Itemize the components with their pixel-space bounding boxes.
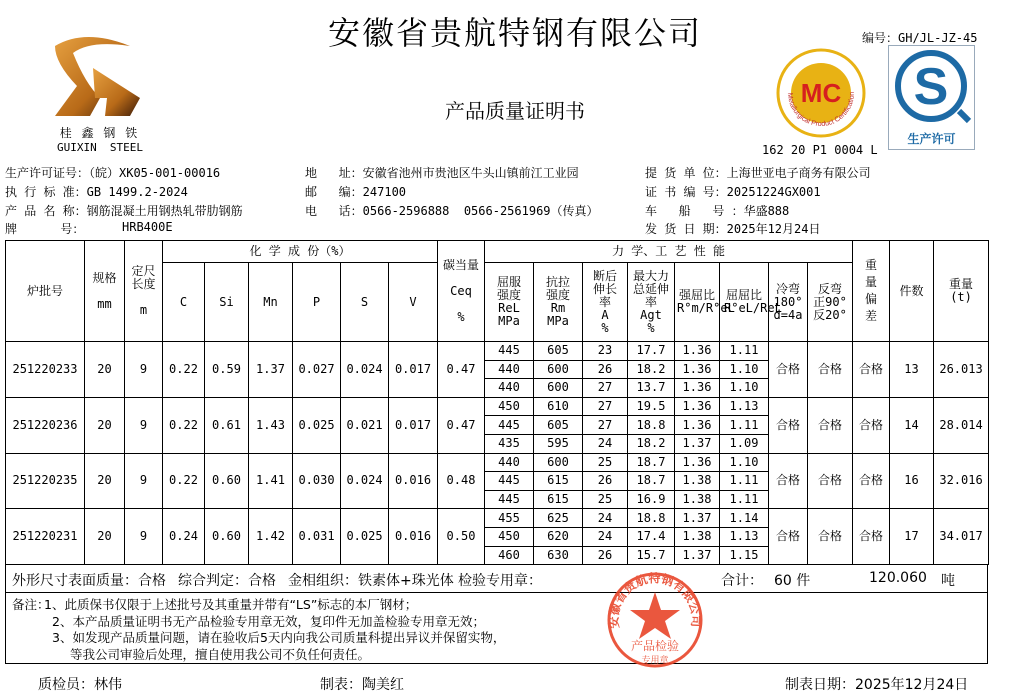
standard: 执 行 标 准：GB 1499.2-2024 xyxy=(5,185,188,199)
cell-test-value: 625 xyxy=(534,509,583,528)
cell-length: 9 xyxy=(125,397,163,453)
cell-v: 0.017 xyxy=(389,342,438,398)
cell-length: 9 xyxy=(125,509,163,565)
cell-test-value: 610 xyxy=(534,397,583,416)
header-rm: 抗拉强度 Rm MPa xyxy=(534,263,583,342)
inspection-stamp-label: 检验专用章： xyxy=(458,573,542,589)
inspection-stamp xyxy=(605,570,705,670)
cell-test-value: 26 xyxy=(583,546,628,565)
header-chemical: 化 学 成 份（%） xyxy=(163,241,438,263)
header-ceq: 碳当量 Ceq % xyxy=(438,241,485,342)
cell-spec: 20 xyxy=(85,397,125,453)
total-label: 合计： xyxy=(721,573,763,589)
cell-wdev: 合格 xyxy=(853,342,890,398)
cell-test-value: 18.2 xyxy=(628,360,675,379)
header-rm-rel: 强屈比 R°m/R°eL xyxy=(675,263,720,342)
cell-mn: 1.37 xyxy=(249,342,293,398)
qs-icon xyxy=(889,46,974,126)
cell-test-value: 1.11 xyxy=(720,342,769,361)
cell-c: 0.22 xyxy=(163,453,205,509)
inspector: 质检员：林伟 xyxy=(38,677,122,693)
total-pieces: 60 件 xyxy=(774,573,811,589)
grade-label: 牌 号： xyxy=(5,222,85,236)
cell-ceq: 0.47 xyxy=(438,342,485,398)
cell-mn: 1.41 xyxy=(249,453,293,509)
cell-test-value: 595 xyxy=(534,434,583,453)
cell-spec: 20 xyxy=(85,342,125,398)
cell-test-value: 1.10 xyxy=(720,360,769,379)
grade: HRB400E xyxy=(122,220,173,234)
remark-item: 等我公司审验后处理，擅自使用我公司不负任何责任。 xyxy=(70,646,371,662)
cell-test-value: 1.11 xyxy=(720,416,769,435)
cell-mn: 1.42 xyxy=(249,509,293,565)
cell-weight: 28.014 xyxy=(934,397,989,453)
table-row xyxy=(6,453,989,472)
header-weight: 重量 (t) xyxy=(934,241,989,342)
cell-test-value: 18.7 xyxy=(628,472,675,491)
table-row xyxy=(6,509,989,528)
cell-c: 0.24 xyxy=(163,509,205,565)
cell-length: 9 xyxy=(125,453,163,509)
cell-test-value: 17.7 xyxy=(628,342,675,361)
cell-test-value: 26 xyxy=(583,360,628,379)
cell-p: 0.031 xyxy=(293,509,341,565)
cell-si: 0.59 xyxy=(205,342,249,398)
header-si: Si xyxy=(205,263,249,342)
header-agt: 最大力总延伸率 Agt % xyxy=(628,263,675,342)
cell-test-value: 18.8 xyxy=(628,509,675,528)
cell-test-value: 1.10 xyxy=(720,453,769,472)
vehicle-number: 车 船 号 ：华盛888 xyxy=(645,204,790,218)
cell-test-value: 13.7 xyxy=(628,379,675,398)
cell-wdev: 合格 xyxy=(853,397,890,453)
certificate-number: 证 书 编 号：20251224GX001 xyxy=(645,185,821,199)
cell-si: 0.60 xyxy=(205,509,249,565)
star-icon xyxy=(630,592,680,639)
cell-rev: 合格 xyxy=(808,397,853,453)
cell-test-value: 440 xyxy=(485,360,534,379)
svg-text:S: S xyxy=(913,58,949,116)
cell-c: 0.22 xyxy=(163,397,205,453)
cell-test-value: 1.15 xyxy=(720,546,769,565)
phone: 电 话：0566-2596888 0566-2561969（传真） xyxy=(305,204,599,218)
quality-table xyxy=(5,240,989,565)
cell-test-value: 445 xyxy=(485,472,534,491)
cell-test-value: 1.37 xyxy=(675,546,720,565)
cell-test-value: 1.36 xyxy=(675,342,720,361)
cell-test-value: 615 xyxy=(534,472,583,491)
cell-test-value: 605 xyxy=(534,342,583,361)
cell-test-value: 445 xyxy=(485,416,534,435)
weight-unit: 吨 xyxy=(941,573,955,589)
cell-si: 0.61 xyxy=(205,397,249,453)
cell-test-value: 615 xyxy=(534,490,583,509)
table-row xyxy=(6,342,989,361)
cell-test-value: 18.2 xyxy=(628,434,675,453)
cell-pieces: 13 xyxy=(890,342,934,398)
cell-test-value: 1.14 xyxy=(720,509,769,528)
cell-v: 0.016 xyxy=(389,453,438,509)
cell-test-value: 450 xyxy=(485,527,534,546)
remarks-label: 备注： xyxy=(12,597,50,612)
header-reverse-bend: 反弯 正90° 反20° xyxy=(808,263,853,342)
header-weight-deviation: 重量偏差 xyxy=(853,241,890,342)
address: 地 址：安徽省池州市贵池区牛头山镇前江工业园 xyxy=(305,166,579,180)
header-rel-ratio: 屈屈比 R°eL/ReL xyxy=(720,263,769,342)
cell-test-value: 440 xyxy=(485,379,534,398)
cell-test-value: 630 xyxy=(534,546,583,565)
cell-test-value: 1.36 xyxy=(675,360,720,379)
header-cold-bend: 冷弯 180° d=4a xyxy=(769,263,808,342)
cell-test-value: 1.38 xyxy=(675,527,720,546)
cell-test-value: 27 xyxy=(583,397,628,416)
remarks xyxy=(5,592,988,664)
cell-test-value: 27 xyxy=(583,416,628,435)
cell-weight: 32.016 xyxy=(934,453,989,509)
cell-cold: 合格 xyxy=(769,509,808,565)
header-v: V xyxy=(389,263,438,342)
cell-cold: 合格 xyxy=(769,397,808,453)
total-weight: 120.060 xyxy=(869,570,927,586)
cell-test-value: 1.38 xyxy=(675,490,720,509)
header-mn: Mn xyxy=(249,263,293,342)
header-mechanical: 力 学、工 艺 性 能 xyxy=(485,241,853,263)
guixin-logo-icon xyxy=(45,28,155,120)
remark-item: 3、如发现产品质量问题，请在验收后5天内向我公司质量科提出异议并保留实物， xyxy=(52,630,506,645)
metallography: 金相组织：铁素体+珠光体 xyxy=(288,573,454,589)
cell-test-value: 460 xyxy=(485,546,534,565)
cell-test-value: 18.8 xyxy=(628,416,675,435)
stamp-bottom-text: 专用章 xyxy=(641,656,669,666)
cell-si: 0.60 xyxy=(205,453,249,509)
stamp-center-text: 产品检验 xyxy=(630,639,680,653)
header-rel: 屈服强度 ReL MPa xyxy=(485,263,534,342)
header-spec: 规格 mm xyxy=(85,241,125,342)
cell-test-value: 24 xyxy=(583,509,628,528)
cell-rev: 合格 xyxy=(808,509,853,565)
cell-test-value: 25 xyxy=(583,490,628,509)
overall-judgement: 综合判定：合格 xyxy=(178,573,276,589)
cell-test-value: 1.37 xyxy=(675,434,720,453)
cell-length: 9 xyxy=(125,342,163,398)
header-pieces: 件数 xyxy=(890,241,934,342)
cell-test-value: 435 xyxy=(485,434,534,453)
logo-cn-text: 桂 鑫 钢 铁 xyxy=(59,126,141,140)
cell-weight: 26.013 xyxy=(934,342,989,398)
cell-test-value: 600 xyxy=(534,360,583,379)
cell-batch: 251220236 xyxy=(6,397,85,453)
cell-test-value: 1.36 xyxy=(675,379,720,398)
cell-test-value: 600 xyxy=(534,453,583,472)
cell-test-value: 19.5 xyxy=(628,397,675,416)
cell-test-value: 1.09 xyxy=(720,434,769,453)
cell-test-value: 24 xyxy=(583,434,628,453)
cell-test-value: 23 xyxy=(583,342,628,361)
qs-caption: 生产许可 xyxy=(907,132,956,146)
svg-text:MC: MC xyxy=(800,78,842,108)
consignee: 提 货 单 位：上海世亚电子商务有限公司 xyxy=(645,166,871,180)
cell-spec: 20 xyxy=(85,453,125,509)
svg-text:Metallurgical Product Certific: Metallurgical Product Certification xyxy=(785,91,857,129)
company-title: 安徽省贵航特钢有限公司 xyxy=(327,14,702,52)
remark-item: 1、此质保书仅限于上述批号及其重量并带有“LS”标志的本厂钢材； xyxy=(44,597,418,612)
logo-en-text: GUIXIN STEEL xyxy=(56,141,144,154)
stamp-ring-text: 安徽省贵航特钢有限公司 xyxy=(606,571,704,629)
cell-s: 0.024 xyxy=(341,342,389,398)
cell-test-value: 450 xyxy=(485,397,534,416)
header-length: 定尺长度 m xyxy=(125,241,163,342)
cell-mn: 1.43 xyxy=(249,397,293,453)
table-row xyxy=(6,397,989,416)
cell-weight: 34.017 xyxy=(934,509,989,565)
license-number: 生产许可证号：（皖）XK05-001-00016 xyxy=(5,166,221,180)
cell-ceq: 0.47 xyxy=(438,397,485,453)
cell-test-value: 24 xyxy=(583,527,628,546)
header-p: P xyxy=(293,263,341,342)
header-a: 断后伸长率 A % xyxy=(583,263,628,342)
preparer: 制表：陶美红 xyxy=(320,677,404,693)
prepared-date: 制表日期：2025年12月24日 xyxy=(785,677,969,693)
cell-ceq: 0.48 xyxy=(438,453,485,509)
mc-certificate-code: 162 20 P1 0004 L xyxy=(762,143,878,157)
postcode: 邮 编：247100 xyxy=(305,185,407,199)
cell-pieces: 14 xyxy=(890,397,934,453)
cell-test-value: 620 xyxy=(534,527,583,546)
cell-test-value: 1.10 xyxy=(720,379,769,398)
summary-row xyxy=(5,565,988,593)
cell-rev: 合格 xyxy=(808,453,853,509)
remark-item: 2、本产品质量证明书无产品检验专用章无效，复印件无加盖检验专用章无效； xyxy=(52,613,485,629)
cell-p: 0.030 xyxy=(293,453,341,509)
cell-test-value: 1.37 xyxy=(675,509,720,528)
company-logo xyxy=(45,28,155,154)
mc-certification-logo xyxy=(776,48,866,138)
cell-v: 0.016 xyxy=(389,509,438,565)
cell-batch: 251220233 xyxy=(6,342,85,398)
header-batch: 炉批号 xyxy=(6,241,85,342)
cell-pieces: 17 xyxy=(890,509,934,565)
cell-test-value: 605 xyxy=(534,416,583,435)
cell-wdev: 合格 xyxy=(853,453,890,509)
cell-test-value: 27 xyxy=(583,379,628,398)
cell-test-value: 16.9 xyxy=(628,490,675,509)
document-number: 编号：GH/JL-JZ-45 xyxy=(862,31,978,45)
cell-test-value: 1.13 xyxy=(720,397,769,416)
header-c: C xyxy=(163,263,205,342)
document-title: 产品质量证明书 xyxy=(445,99,585,123)
cell-test-value: 18.7 xyxy=(628,453,675,472)
cell-test-value: 26 xyxy=(583,472,628,491)
cell-cold: 合格 xyxy=(769,342,808,398)
cell-test-value: 1.11 xyxy=(720,490,769,509)
cell-test-value: 1.13 xyxy=(720,527,769,546)
appearance-quality: 外形尺寸表面质量：合格 xyxy=(12,573,166,589)
product-name: 产 品 名 称：钢筋混凝土用钢热轧带肋钢筋 xyxy=(5,204,243,218)
ship-date: 发 货 日 期：2025年12月24日 xyxy=(645,222,821,236)
cell-test-value: 1.38 xyxy=(675,472,720,491)
cell-test-value: 15.7 xyxy=(628,546,675,565)
cell-test-value: 455 xyxy=(485,509,534,528)
cell-batch: 251220231 xyxy=(6,509,85,565)
cell-cold: 合格 xyxy=(769,453,808,509)
cell-p: 0.027 xyxy=(293,342,341,398)
cell-rev: 合格 xyxy=(808,342,853,398)
qs-production-license-logo xyxy=(888,45,975,150)
cell-pieces: 16 xyxy=(890,453,934,509)
cell-test-value: 25 xyxy=(583,453,628,472)
cell-wdev: 合格 xyxy=(853,509,890,565)
cell-c: 0.22 xyxy=(163,342,205,398)
cell-p: 0.025 xyxy=(293,397,341,453)
cell-spec: 20 xyxy=(85,509,125,565)
cell-test-value: 17.4 xyxy=(628,527,675,546)
cell-test-value: 600 xyxy=(534,379,583,398)
cell-batch: 251220235 xyxy=(6,453,85,509)
cell-test-value: 1.36 xyxy=(675,416,720,435)
cell-test-value: 1.11 xyxy=(720,472,769,491)
cell-test-value: 1.36 xyxy=(675,453,720,472)
cell-v: 0.017 xyxy=(389,397,438,453)
cell-test-value: 440 xyxy=(485,453,534,472)
cell-s: 0.024 xyxy=(341,453,389,509)
cell-s: 0.021 xyxy=(341,397,389,453)
header-s: S xyxy=(341,263,389,342)
cell-ceq: 0.50 xyxy=(438,509,485,565)
cell-test-value: 445 xyxy=(485,490,534,509)
cell-test-value: 1.36 xyxy=(675,397,720,416)
cell-test-value: 445 xyxy=(485,342,534,361)
cell-s: 0.025 xyxy=(341,509,389,565)
